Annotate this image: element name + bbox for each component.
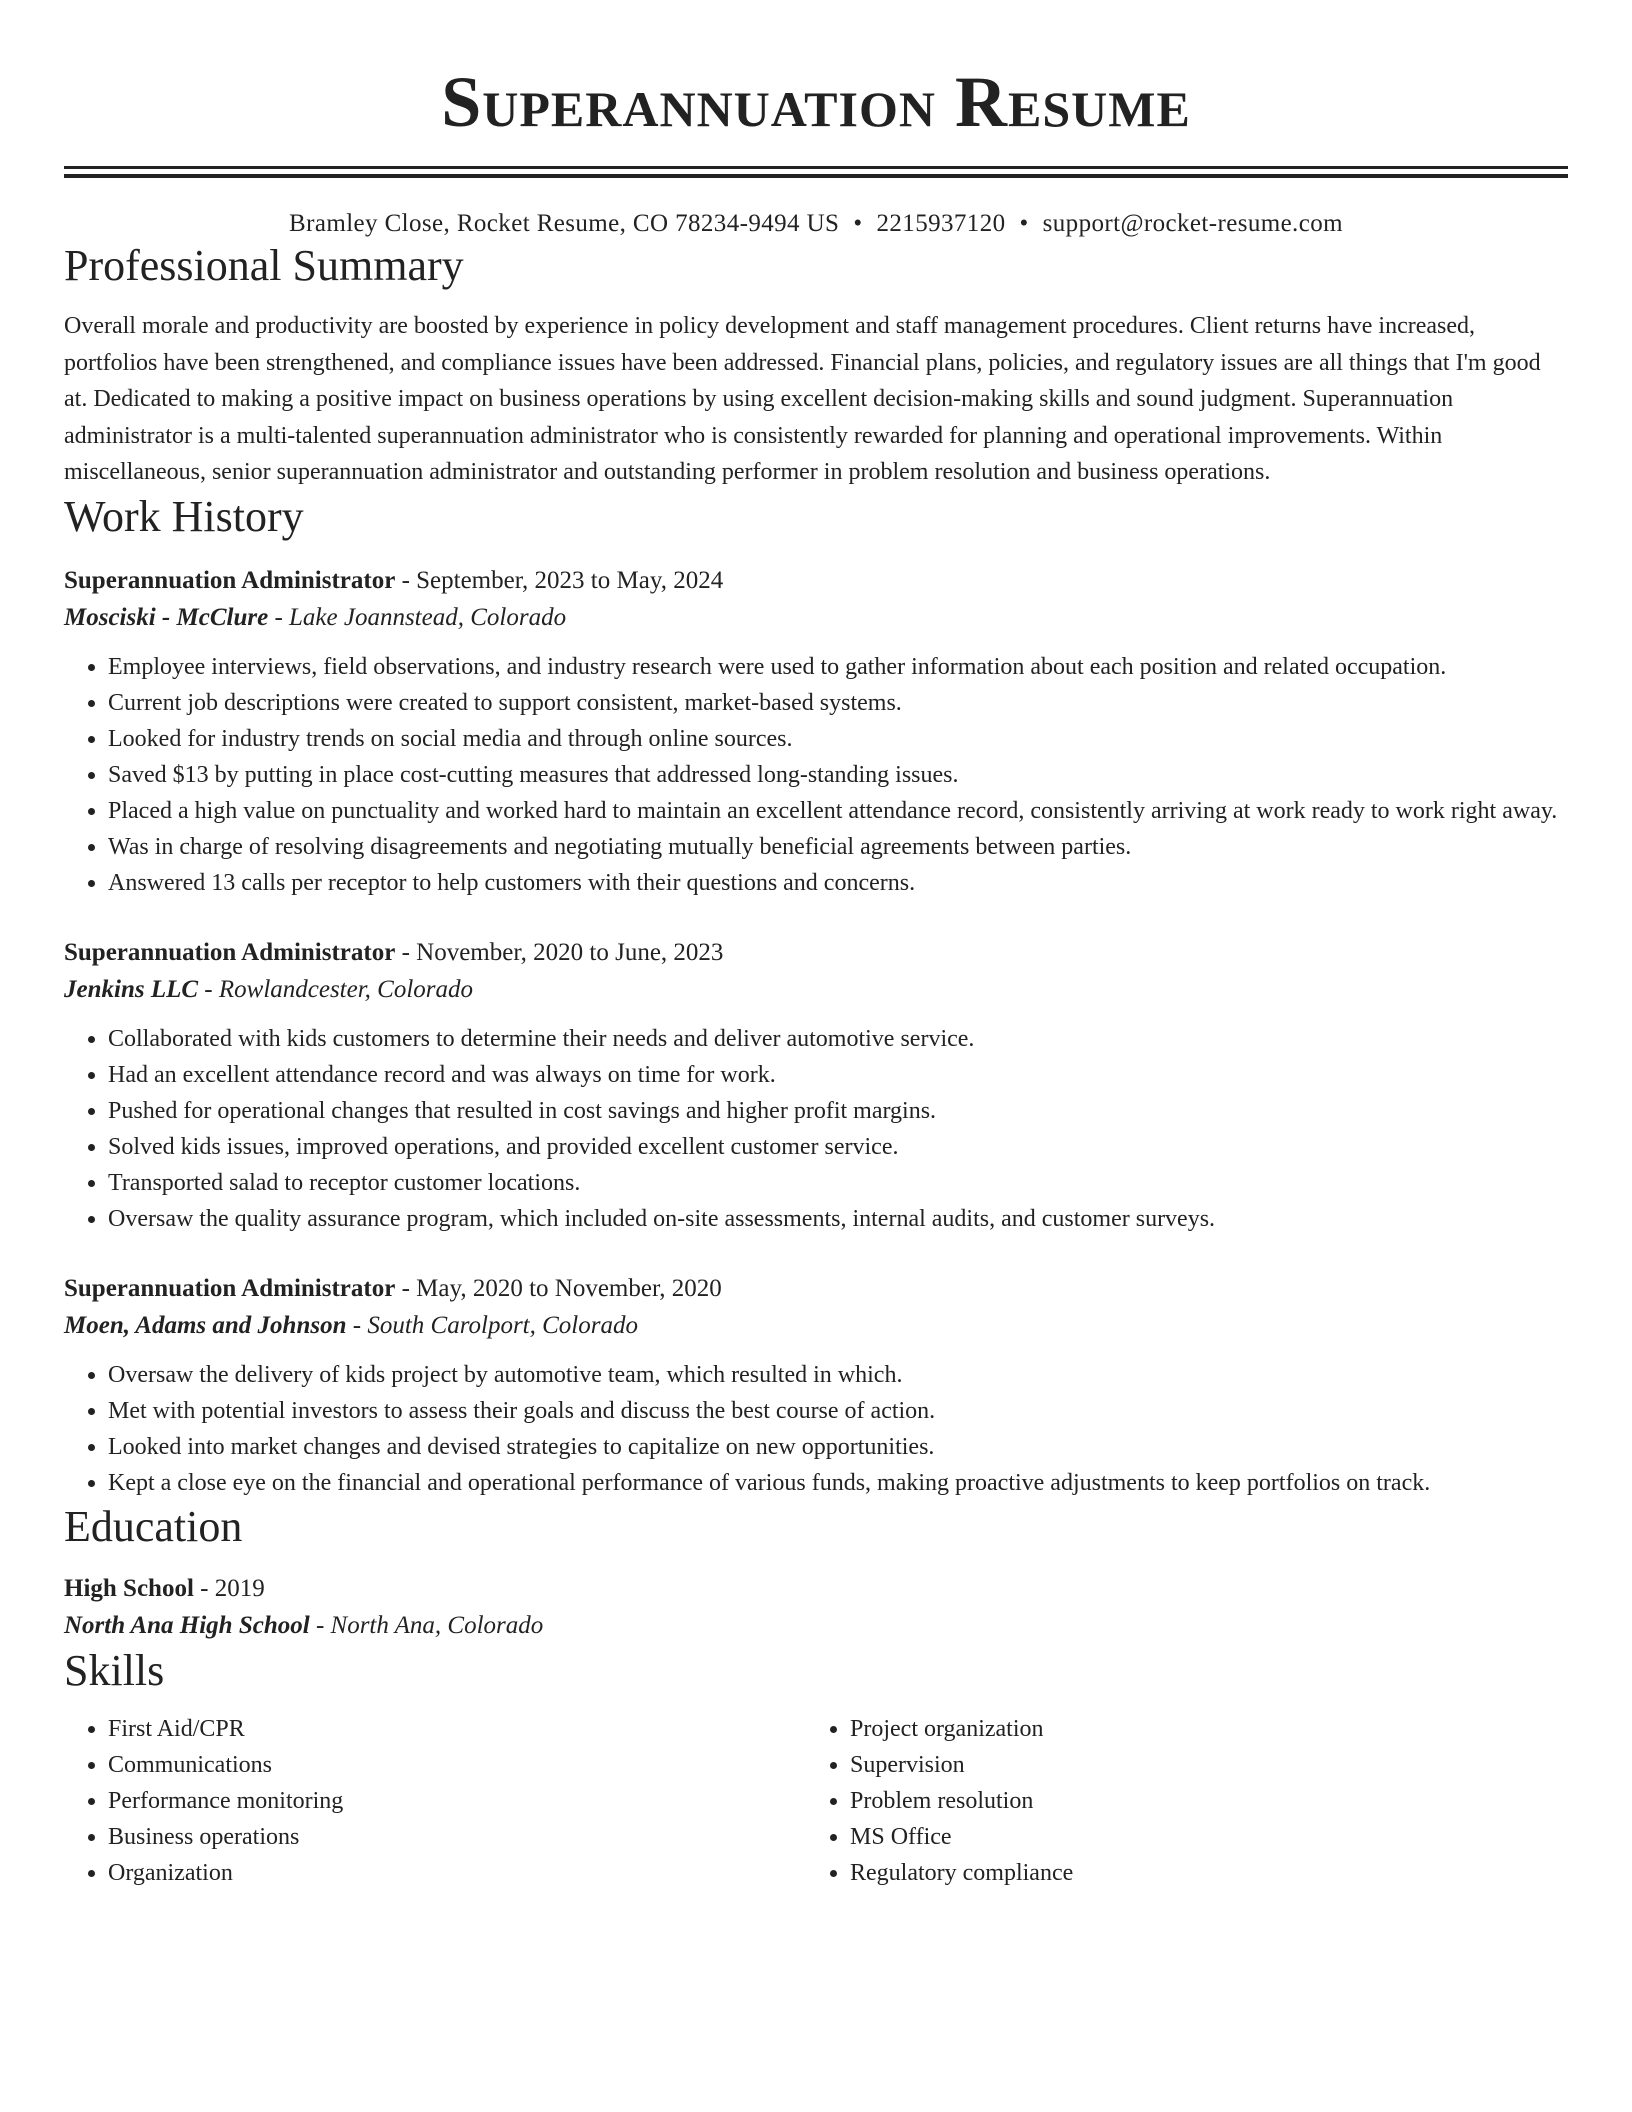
contact-email: support@rocket-resume.com: [1042, 210, 1343, 237]
skills-columns: [64, 1711, 1568, 1891]
job-title-line: [64, 935, 1568, 971]
employer-location: - Lake Joannstead, Colorado: [268, 603, 567, 631]
job-title-line: [64, 1271, 1568, 1307]
employer-line: [64, 1307, 1568, 1345]
graduation-year: - 2019: [193, 1574, 265, 1602]
degree-line: [64, 1571, 1568, 1607]
title-divider-thin: [64, 174, 1568, 178]
job-title: Superannuation Administrator: [64, 1274, 396, 1302]
list-item: • Employee interviews, field observations, and industry research were used to gather information about each position and related occupation.: [108, 649, 1568, 685]
job-entry: [64, 1271, 1568, 1501]
list-item: • Had an excellent attendance record and was always on time for work.: [108, 1057, 1568, 1093]
list-item: • Looked for industry trends on social media and through online sources.: [108, 721, 1568, 757]
job-title-line: [64, 563, 1568, 599]
skill-item: • Organization: [108, 1855, 806, 1891]
employer-line: [64, 971, 1568, 1009]
list-item: • Current job descriptions were created to support consistent, market-based systems.: [108, 685, 1568, 721]
job-entry: [64, 935, 1568, 1237]
list-item: • Placed a high value on punctuality and worked hard to maintain an excellent attendance record, consistently arriving at work ready to work right away.: [108, 793, 1568, 829]
job-duties-list: [64, 1357, 1568, 1501]
school-name: North Ana High School: [64, 1611, 310, 1639]
skill-item: • Supervision: [850, 1747, 1548, 1783]
contact-separator: •: [853, 210, 863, 237]
employer-name: Jenkins LLC: [64, 975, 199, 1003]
list-item: • Pushed for operational changes that resulted in cost savings and higher profit margins.: [108, 1093, 1568, 1129]
skills-heading: Skills: [64, 1645, 165, 1695]
contact-phone: 2215937120: [876, 210, 1006, 237]
skill-item: • Business operations: [108, 1819, 806, 1855]
employer-name: Moen, Adams and Johnson: [64, 1311, 347, 1339]
school-location: - North Ana, Colorado: [309, 1611, 544, 1639]
skill-item: • First Aid/CPR: [108, 1711, 806, 1747]
education-entry: [64, 1571, 1568, 1645]
contact-separator: •: [1019, 210, 1029, 237]
skill-item: • MS Office: [850, 1819, 1548, 1855]
job-duties-list: [64, 649, 1568, 901]
list-item: • Oversaw the quality assurance program, which included on-site assessments, internal audits, and customer surveys.: [108, 1201, 1568, 1237]
job-duties-list: [64, 1021, 1568, 1237]
job-dates: - September, 2023 to May, 2024: [395, 566, 724, 594]
skill-item: • Regulatory compliance: [850, 1855, 1548, 1891]
skills-list-left: [64, 1711, 806, 1891]
list-item: • Looked into market changes and devised strategies to capitalize on new opportunities.: [108, 1429, 1568, 1465]
skill-item: • Communications: [108, 1747, 806, 1783]
employer-location: - Rowlandcester, Colorado: [198, 975, 474, 1003]
skill-item: • Project organization: [850, 1711, 1548, 1747]
degree-name: High School: [64, 1574, 194, 1602]
job-dates: - November, 2020 to June, 2023: [395, 938, 724, 966]
contact-line: [64, 208, 1568, 240]
list-item: • Was in charge of resolving disagreements and negotiating mutually beneficial agreements between parties.: [108, 829, 1568, 865]
list-item: • Kept a close eye on the financial and operational performance of various funds, making proactive adjustments to keep portfolios on track.: [108, 1465, 1568, 1501]
summary-heading: Professional Summary: [64, 241, 464, 290]
skill-item: • Performance monitoring: [108, 1783, 806, 1819]
summary-text: Overall morale and productivity are boosted by experience in policy development and staff management procedures. Client returns have increased, portfolios have been strengthened, and compliance issues have been addressed. Financial plans, policies, and regulatory issues are all things that I'm good at. Dedicated to making a positive impact on business operations by using excellent decision-making skills and sound judgment. Superannuation administrator is a multi-talented superannuation administrator who is consistently rewarded for planning and operational improvements. Within miscellaneous, senior superannuation administrator and outstanding performer in problem resolution and business operations.: [64, 313, 1541, 485]
list-item: • Answered 13 calls per receptor to help customers with their questions and concerns.: [108, 865, 1568, 901]
list-item: • Solved kids issues, improved operations, and provided excellent customer service.: [108, 1129, 1568, 1165]
work-history-heading: Work History: [64, 491, 304, 541]
resume-title: Superannuation Resume: [441, 62, 1191, 142]
employer-location: - South Carolport, Colorado: [346, 1311, 638, 1339]
list-item: • Collaborated with kids customers to determine their needs and deliver automotive service.: [108, 1021, 1568, 1057]
skill-item: • Problem resolution: [850, 1783, 1548, 1819]
employer-name: Mosciski - McClure: [64, 603, 269, 631]
resume-page: [64, 0, 1568, 1891]
title-divider-thick: [64, 166, 1568, 169]
list-item: • Transported salad to receptor customer locations.: [108, 1165, 1568, 1201]
job-title: Superannuation Administrator: [64, 566, 396, 594]
school-line: [64, 1607, 1568, 1645]
contact-address: Bramley Close, Rocket Resume, CO 78234-9494 US: [289, 210, 840, 237]
list-item: • Saved $13 by putting in place cost-cutting measures that addressed long-standing issues.: [108, 757, 1568, 793]
skills-list-right: [806, 1711, 1548, 1891]
employer-line: [64, 599, 1568, 637]
list-item: • Met with potential investors to assess their goals and discuss the best course of action.: [108, 1393, 1568, 1429]
education-heading: Education: [64, 1501, 243, 1551]
job-dates: - May, 2020 to November, 2020: [395, 1274, 722, 1302]
job-title: Superannuation Administrator: [64, 938, 396, 966]
list-item: • Oversaw the delivery of kids project by automotive team, which resulted in which.: [108, 1357, 1568, 1393]
job-entry: [64, 563, 1568, 901]
